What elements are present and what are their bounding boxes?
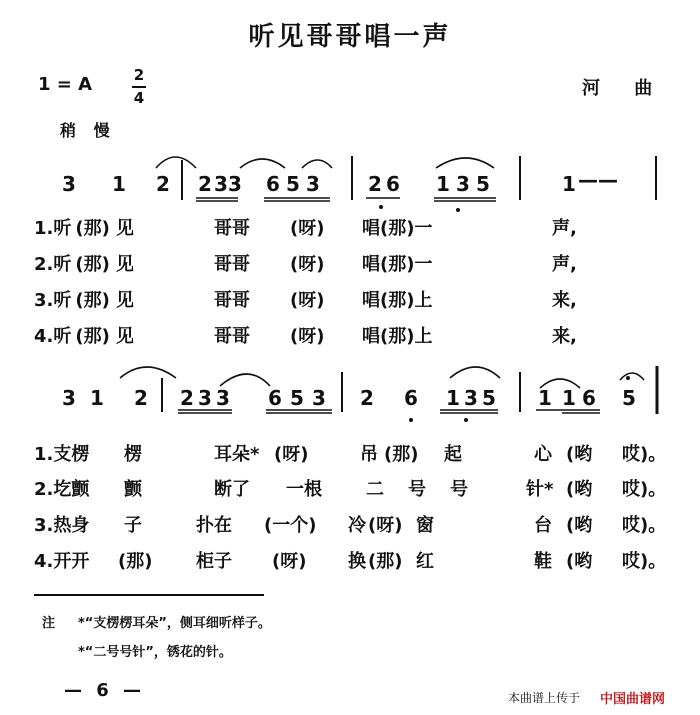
note: 6	[386, 172, 400, 196]
lyric: 窗	[416, 515, 434, 536]
note: 5	[622, 386, 636, 410]
lyric: (呀)	[290, 218, 325, 239]
note: 1	[538, 386, 552, 410]
note: 1	[90, 386, 104, 410]
lyric: (呀)	[290, 254, 325, 275]
note: 2	[198, 172, 212, 196]
note: 3	[306, 172, 320, 196]
meter-top: 2	[133, 66, 145, 84]
note: 2	[134, 386, 148, 410]
notes-label: 注	[42, 616, 56, 631]
note: 3	[216, 386, 230, 410]
lyric: 哥哥	[214, 326, 250, 347]
note: 3	[464, 386, 478, 410]
lyric: (呀)	[274, 444, 309, 465]
lyric: 号	[450, 479, 468, 500]
note: 3	[456, 172, 470, 196]
lyric: 针*	[526, 479, 554, 500]
lyric: 一根	[286, 479, 322, 500]
lyric: 唱(那)一	[362, 218, 433, 239]
note: 6	[266, 172, 280, 196]
song-title: 听见哥哥唱一声	[248, 22, 452, 52]
tempo-marking: 稍 慢	[60, 121, 116, 140]
lyric: 子	[124, 515, 142, 536]
meter-bottom: 4	[133, 89, 145, 107]
lyric: 声,	[552, 254, 577, 275]
lyric: 哥哥	[214, 290, 250, 311]
lyric: 哥哥	[214, 218, 250, 239]
lyric: 号	[408, 479, 426, 500]
lyric: (呀)	[368, 515, 403, 536]
note: 6	[268, 386, 282, 410]
lyric: (呀)	[290, 326, 325, 347]
note: 2	[360, 386, 374, 410]
note: 2	[368, 172, 382, 196]
page-number: — 6 —	[64, 680, 146, 701]
lyric: 哎)。	[622, 515, 667, 536]
sustain-dash: ——	[578, 168, 618, 192]
lyric: 鞋	[534, 551, 552, 572]
lyric: (那)	[368, 551, 403, 572]
lyric: 换	[348, 551, 366, 572]
lyric: 声,	[552, 218, 577, 239]
lyric: (哟	[566, 515, 593, 536]
note: 1	[446, 386, 460, 410]
note: 5	[290, 386, 304, 410]
lyric: 柜子	[196, 551, 232, 572]
lyric: 耳朵*	[214, 444, 260, 465]
lyric: 来,	[552, 326, 577, 347]
lyric: (那)	[384, 444, 419, 465]
lyric: 哎)。	[622, 551, 667, 572]
lyric: (一个)	[264, 515, 317, 536]
lyric: 唱(那)一	[362, 254, 433, 275]
lyric: 二	[366, 479, 384, 500]
lyric: 楞	[124, 444, 142, 465]
lyric: 红	[416, 551, 434, 572]
note: 5	[482, 386, 496, 410]
note: 6	[404, 386, 418, 410]
note: 5	[476, 172, 490, 196]
lyric: 哎)。	[622, 479, 667, 500]
lyric: 台	[534, 515, 552, 536]
lyric: 4.开开	[34, 551, 90, 572]
lyric: 哥哥	[214, 254, 250, 275]
lyric-verse-2: 2.听 (那) 见	[34, 254, 134, 275]
lyric: 扑在	[196, 515, 232, 536]
lyric: 来,	[552, 290, 577, 311]
note: 2	[156, 172, 170, 196]
lyric: 颤	[124, 479, 142, 500]
note: 5	[286, 172, 300, 196]
lyric: 哎)。	[622, 444, 667, 465]
note: 1	[436, 172, 450, 196]
note: 1	[112, 172, 126, 196]
song-origin: 河 曲	[582, 78, 667, 99]
footnote-1: *“支楞楞耳朵”，侧耳细听样子。	[78, 616, 271, 631]
lyric: (呀)	[290, 290, 325, 311]
note: 1	[562, 172, 576, 196]
lyric: (那)	[118, 551, 153, 572]
footnote-rule	[34, 594, 264, 596]
note: 6	[582, 386, 596, 410]
lyric: (哟	[566, 444, 593, 465]
lyric: (哟	[566, 479, 593, 500]
lyric: 断了	[214, 479, 250, 500]
note: 3	[62, 172, 76, 196]
lyric: 3.热身	[34, 515, 90, 536]
note: 3	[214, 172, 228, 196]
lyric-verse-3: 3.听 (那) 见	[34, 290, 134, 311]
lyric: 唱(那)上	[362, 290, 433, 311]
lyric: 吊	[360, 444, 378, 465]
lyric-verse-1: 1.听 (那) 见	[34, 218, 134, 239]
note: 3	[312, 386, 326, 410]
lyric: 心	[534, 444, 552, 465]
site-logo[interactable]: 中国曲谱网	[600, 692, 666, 707]
lyric-verse-4: 4.听 (那) 见	[34, 326, 134, 347]
note: 1	[562, 386, 576, 410]
credit-text: 本曲谱上传于	[508, 691, 581, 705]
lyric: 1.支楞	[34, 444, 90, 465]
note: 3	[198, 386, 212, 410]
key-signature: 1 = A	[38, 74, 93, 95]
lyric: 2.圪颤	[34, 479, 90, 500]
note: 3	[62, 386, 76, 410]
lyric: 起	[444, 444, 462, 465]
footnote-2: *“二号号针”，锈花的针。	[78, 645, 232, 660]
note: 2	[180, 386, 194, 410]
lyric: 冷	[348, 515, 366, 536]
lyric: 唱(那)上	[362, 326, 433, 347]
note: 3	[228, 172, 242, 196]
lyric: (呀)	[272, 551, 307, 572]
lyric: (哟	[566, 551, 593, 572]
